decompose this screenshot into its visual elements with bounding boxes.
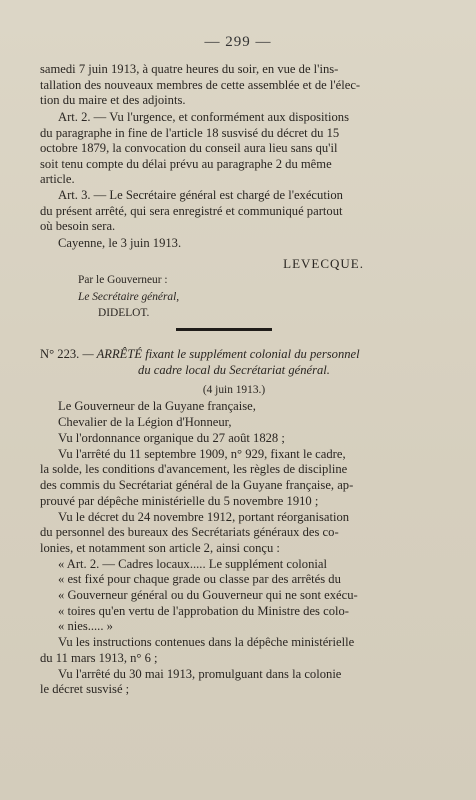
decree-header: [40, 347, 428, 431]
text-line: du paragraphe in fine de l'article 18 susvisé du décret du 15: [40, 125, 340, 140]
text-line: « Art. 2. — Cadres locaux..... Le supplément colonial: [58, 556, 327, 571]
article-2-paragraph: [40, 110, 428, 188]
decree-number: N° 223.: [40, 347, 80, 361]
intro-paragraph: [40, 62, 428, 109]
gouverneur-line: Le Gouverneur de la Guyane française,: [58, 399, 256, 414]
text-line: le décret susvisé ;: [40, 682, 130, 697]
governor-signature: LEVECQUE.: [283, 256, 364, 271]
text-line: soit tenu compte du délai prévu au paragraphe 2 du même: [40, 156, 332, 171]
text-line: la solde, les conditions d'avancement, les règles de discipline: [40, 462, 348, 477]
text-line: lonies, et notamment son article 2, ainsi conçu :: [40, 540, 280, 555]
text-line: tion du maire et des adjoints.: [40, 93, 186, 108]
secretaire-name: DIDELOT.: [98, 307, 150, 319]
text-line: Vu l'arrêté du 30 mai 1913, promulguant dans la colonie: [58, 666, 342, 681]
text-line: « nies..... »: [58, 619, 113, 634]
text-line: Vu l'ordonnance organique du 27 août 1828 ;: [58, 431, 285, 445]
text-line: samedi 7 juin 1913, à quatre heures du soir, en vue de l'ins-: [40, 62, 339, 76]
countersign-block: [78, 272, 328, 322]
text-line: article.: [40, 172, 75, 187]
text-line: du personnel des bureaux des Secrétariats généraux des co-: [40, 525, 339, 540]
text-line: tallation des nouveaux membres de cette assemblée et de l'élec-: [40, 77, 361, 92]
text-line: « toires qu'en vertu de l'approbation du Ministre des colo-: [58, 603, 349, 618]
text-line: Vu le décret du 24 novembre 1912, portant réorganisation: [58, 509, 350, 524]
section-divider: [176, 328, 272, 331]
decree-date: (4 juin 1913.): [202, 383, 266, 396]
text-line: octobre 1879, la convocation du conseil aura lieu sans qu'il: [40, 141, 338, 156]
par-le-gouverneur: Par le Gouverneur :: [78, 274, 168, 286]
decree-title-line-1: — ARRÊTÉ fixant le supplément colonial du personnel: [82, 347, 360, 361]
secretaire-title: Le Secrétaire général,: [78, 290, 180, 303]
decree-body: [40, 431, 428, 698]
text-line: Vu les instructions contenues dans la dépêche ministérielle: [58, 635, 355, 650]
text-line: des commis du Secrétariat général de la Guyane française, ap-: [40, 478, 354, 493]
text-line: « Gouverneur général ou du Gouverneur qui ne sont exécu-: [58, 588, 358, 603]
decree-title-line-2: du cadre local du Secrétariat général.: [138, 362, 330, 377]
article-3-paragraph: [40, 188, 428, 235]
text-line: prouvé par dépêche ministérielle du 5 novembre 1910 ;: [40, 493, 319, 508]
text-line: « est fixé pour chaque grade ou classe par des arrêtés du: [58, 572, 341, 587]
text-line: Art. 3. — Le Secrétaire général est chargé de l'exécution: [58, 188, 343, 202]
page-number: — 299 —: [204, 34, 272, 50]
text-line: du présent arrêté, qui sera enregistré et communiqué partout: [40, 203, 343, 218]
text-line: Art. 2. — Vu l'urgence, et conformément aux dispositions: [58, 110, 350, 124]
text-line: Vu l'arrêté du 11 septembre 1909, n° 929, fixant le cadre,: [58, 446, 346, 461]
date-place-line: [40, 236, 428, 252]
text-line: du 11 mars 1913, n° 6 ;: [40, 650, 158, 665]
chevalier-line: Chevalier de la Légion d'Honneur,: [58, 415, 232, 430]
date-place: Cayenne, le 3 juin 1913.: [58, 236, 182, 250]
text-line: où besoin sera.: [40, 219, 116, 234]
